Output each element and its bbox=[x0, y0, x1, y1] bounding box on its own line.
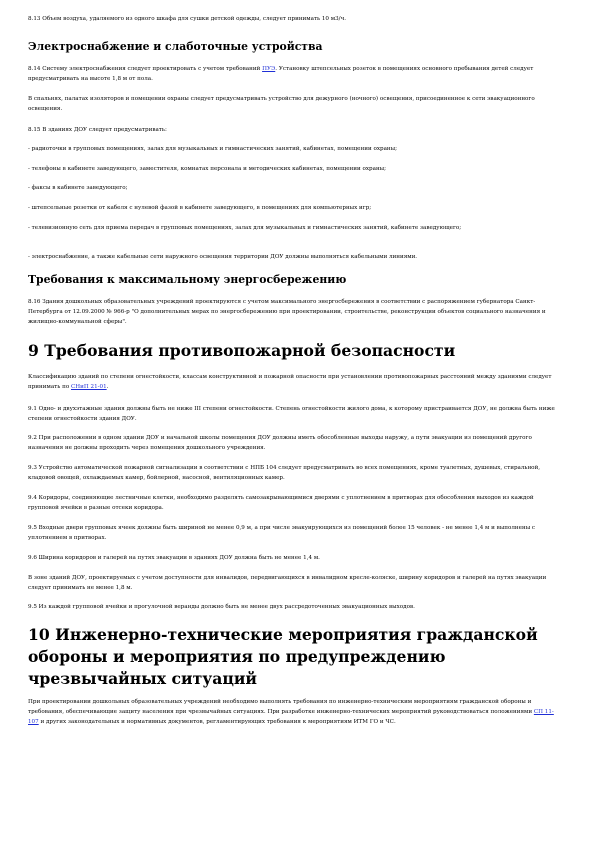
snip-21-01-link[interactable]: СНиП 21-01 bbox=[70, 384, 107, 390]
list-item-tv-network: - телевизионную сеть для приема передач в групповых помещениях, залах для музыкальных и гимнастических занятий, кабинете заведующего; bbox=[28, 225, 462, 231]
paragraph-civil-defense bbox=[28, 697, 563, 727]
paragraph-9-5-exits: 9.5 Из каждой групповой ячейки и прогулочной веранды должно быть не менее двух рассредоточенных эвакуационных выходов. bbox=[28, 604, 415, 610]
list-item-power-supply: - электроснабжение, а также кабельные сети наружного освещения территории ДОУ должны выполняться кабельными линиями. bbox=[28, 254, 418, 260]
list-item-fax: - факсы в кабинете заведующего; bbox=[28, 185, 128, 191]
heading-energy-saving: Требования к максимальному энергосбережению bbox=[28, 273, 347, 286]
list-item-phones: - телефоны в кабинете заведующего, заместителя, комнатах персонала и методических кабинетах, помещении охраны; bbox=[28, 166, 387, 172]
list-item-radio: - радиоточки в групповых помещениях, залах для музыкальных и гимнастических занятий, кабинетах, помещении охраны; bbox=[28, 146, 397, 152]
paragraph-9-6: 9.6 Ширина коридоров и галерей на путях эвакуации в зданиях ДОУ должна быть не менее 1,4 м. bbox=[28, 555, 320, 561]
sp-11-107-link[interactable]: СП 11-107 bbox=[28, 709, 554, 725]
paragraph-civil-defense-text-b: и других законодательных и нормативных документов, регламентирующих требования к мероприятиям ИТМ ГО и ЧС. bbox=[38, 719, 396, 725]
paragraph-8-14-text-a: 8.14 Систему электроснабжения следует проектировать с учетом требований bbox=[28, 66, 263, 72]
paragraph-classification-text-a: Классификацию зданий по степени огнестойкости, классам конструктивной и пожарной опасности при установлении противопожарных расстояний между зданиями следует принимать по bbox=[28, 374, 552, 390]
paragraph-civil-defense-text-a: При проектировании дошкольных образовательных учреждений необходимо выполнять требования по инженерно-техническим мероприятиям гражданской обороны и требования, обеспечивающие защиту населения при чрезвычайных ситуациях. При разработке инженерно-технических мероприятий руководствоваться положениями bbox=[28, 699, 534, 715]
paragraph-8-16: 8.16 Здания дошкольных образовательных учреждений проектируются с учетом максимального энергосбережения в соответствии с распоряжением губернатора Санкт-Петербурга от 12.09.2000 № 966-р "О дополнительных мерах по энергосбережению при проектировании, строительстве, реконструкции объектов социального назначения и жилищно-коммунальной сферы". bbox=[28, 299, 546, 325]
paragraph-9-3: 9.3 Устройство автоматической пожарной сигнализации в соответствии с НПБ 104 следует предусматривать во всех помещениях, кроме туалетных, душевых, стиральной, кладовой овощей, охлаждаемых камер, бойлерной, насосной, вентиляционных камер. bbox=[28, 465, 541, 481]
paragraph-9-4: 9.4 Коридоры, соединяющие лестничные клетки, необходимо разделять самозакрывающимися дверями с уплотнением в притворах для обособления выходов из каждой групповой ячейки в разные отсеки коридора. bbox=[28, 495, 534, 511]
heading-section-10: 10 Инженерно-технические мероприятия гражданской обороны и мероприятия по предупреждению чрезвычайных ситуаций bbox=[28, 625, 538, 688]
paragraph-9-1: 9.1 Одно- и двухэтажные здания должны быть не ниже III степени огнестойкости. Степень огнестойкости жилого дома, к которому пристраивается ДОУ, не должна быть ниже степени огнестойкости здания ДОУ. bbox=[28, 406, 555, 422]
paragraph-8-13: 8.13 Объем воздуха, удаляемого из одного шкафа для сушки детской одежды, следует принимать 10 м3/ч. bbox=[28, 16, 347, 22]
pue-link[interactable]: ПУЭ bbox=[262, 66, 276, 72]
paragraph-8-14-text-b: . Установку штепсельных розеток в помещениях основного пребывания детей следует предусматривать на высоте 1,8 м от пола. bbox=[28, 66, 534, 82]
paragraph-disabled-access: В зоне зданий ДОУ, проектируемых с учетом доступности для инвалидов, передвигающихся в инвалидном кресле-коляске, ширину коридоров и галерей на путях эвакуации следует принимать не менее 1,8 м. bbox=[28, 575, 547, 591]
list-item-sockets: - штепсельные розетки от кабеля с нулевой фазой в кабинете заведующего, в помещениях для компьютерных игр; bbox=[28, 205, 372, 211]
paragraph-classification-text-b: . bbox=[106, 384, 109, 390]
paragraph-8-14 bbox=[28, 64, 563, 84]
heading-electro: Электроснабжение и слаботочные устройства bbox=[28, 40, 323, 53]
paragraph-8-15: 8.15 В зданиях ДОУ следует предусматривать: bbox=[28, 127, 167, 133]
paragraph-9-5: 9.5 Входные двери групповых ячеек должны быть шириной не менее 0,9 м, а при числе эвакуирующихся из помещений более 15 человек - не менее 1,4 м и выполнены с уплотнением в притворах. bbox=[28, 525, 536, 541]
paragraph-night-lighting: В спальнях, палатах изоляторов и помещении охраны следует предусматривать устройство для дежурного (ночного) освещения, присоединенное к сети эвакуационного освещения. bbox=[28, 96, 535, 112]
paragraph-9-2: 9.2 При расположении в одном здании ДОУ и начальной школы помещения ДОУ должны иметь обособленные выходы наружу, а пути эвакуации из помещений другого назначения не должны проходить через помещения дошкольного учреждения. bbox=[28, 435, 532, 451]
paragraph-classification bbox=[28, 372, 563, 392]
heading-section-9: 9 Требования противопожарной безопасности bbox=[28, 341, 456, 360]
